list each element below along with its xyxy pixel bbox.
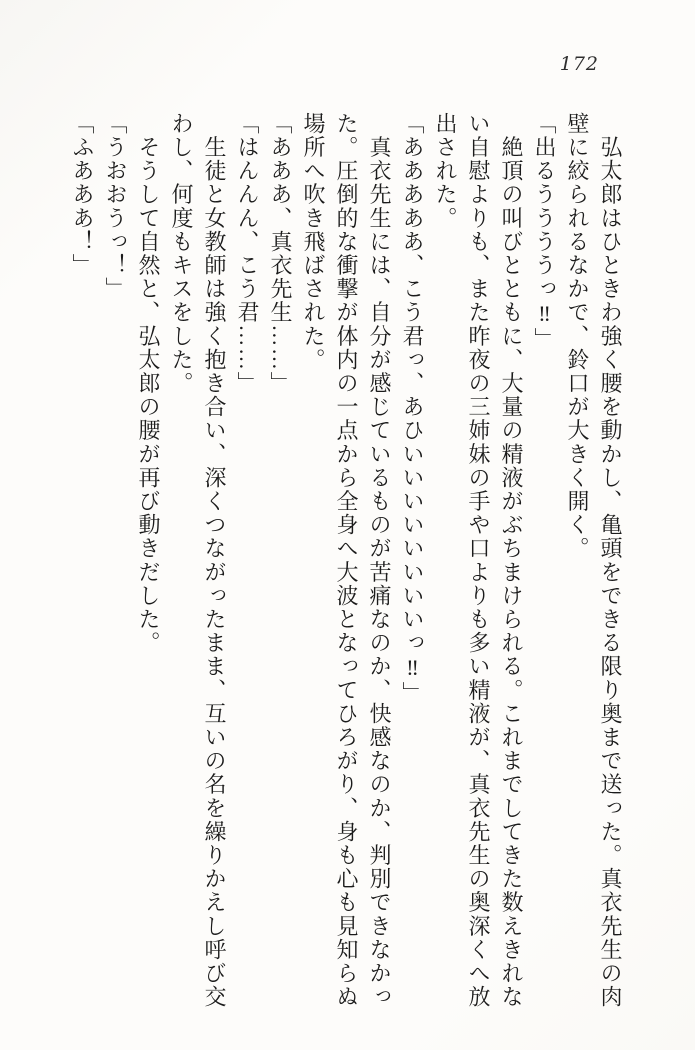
text-line: い自慰よりも、また昨夜の三姉妹の手や口よりも多い精液が、真衣先生の奥深くへ放 <box>466 112 491 1009</box>
text-line: わし、何度もキスをした。 <box>169 112 194 396</box>
text-line: そうして自然と、弘太郎の腰が再び動きだした。 <box>136 112 161 655</box>
text-line: 「あああ、真衣先生……」 <box>268 112 293 396</box>
text-line: 「あああああ、こう君っ、あひいいいいいいいいっ‼」 <box>400 112 425 705</box>
text-line: 壁に絞られるなかで、鈴口が大きく開く。 <box>565 112 590 561</box>
text-line: 場所へ吹き飛ばされた。 <box>301 112 326 372</box>
text-line: 絶頂の叫びとともに、大量の精液がぶちまけられる。これまでしてきた数えきれな <box>499 112 524 1009</box>
text-line: 「はんんん、こう君……」 <box>235 112 260 396</box>
page-number: 172 <box>559 53 599 75</box>
text-block <box>66 112 627 1017</box>
text-line: 「出るううううっ‼」 <box>532 112 557 351</box>
text-line: 「うおおうっ！」 <box>103 112 128 301</box>
text-line: 弘太郎はひときわ強く腰を動かし、亀頭をできる限り奥まで送った。真衣先生の肉 <box>598 112 623 1009</box>
text-line: た。圧倒的な衝撃が体内の一点から全身へ大波となってひろがり、身も心も見知らぬ <box>334 112 359 1009</box>
text-line: 生徒と女教師は強く抱き合い、深くつながったまま、互いの名を繰りかえし呼び交 <box>202 112 227 1009</box>
text-line: 真衣先生には、自分が感じているものが苦痛なのか、快感なのか、判別できなかっ <box>367 112 392 1009</box>
text-line: 「ふあああ！」 <box>70 112 95 278</box>
text-line: 出された。 <box>433 112 458 230</box>
